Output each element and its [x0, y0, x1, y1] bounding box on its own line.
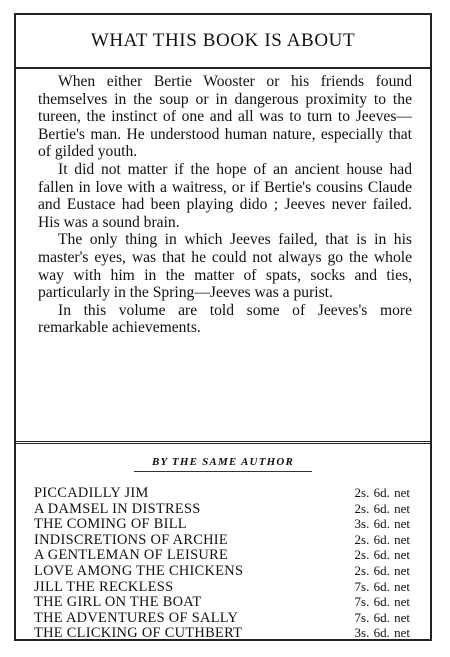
paragraph: The only thing in which Jeeves failed, that is in his master's eyes, was that he could not always go the whole way with him in the matter of spats, socks and ties, particularly in the Spring—Jeeves was a purist. — [38, 231, 412, 302]
book-list — [34, 485, 412, 641]
book-row — [34, 610, 412, 626]
book-row — [34, 485, 412, 501]
description — [38, 73, 412, 337]
book-title: PICCADILLY JIM — [34, 485, 149, 501]
book-row — [34, 625, 412, 641]
page-frame — [14, 13, 432, 641]
paragraph: When either Bertie Wooster or his friends found themselves in the soup or in dangerous proximity to the tureen, the instinct of one and all was to turn to Jeeves—Bertie's man. He understood human nature, especially that of gilded youth. — [38, 73, 412, 161]
book-title: A GENTLEMAN OF LEISURE — [34, 547, 229, 564]
books-section — [34, 456, 412, 641]
book-row — [34, 501, 412, 517]
book-price: 7s. 6d. net — [354, 609, 410, 625]
book-row — [34, 547, 412, 563]
book-price: 2s. 6d. net — [354, 547, 410, 563]
book-title: THE COMING OF BILL — [34, 516, 187, 533]
page-title: WHAT THIS BOOK IS ABOUT — [90, 30, 356, 51]
book-price: 2s. 6d. net — [354, 562, 410, 578]
book-price: 3s. 6d. net — [354, 625, 410, 641]
book-price: 2s. 6d. net — [354, 485, 410, 500]
book-title: LOVE AMONG THE CHICKENS — [34, 562, 244, 579]
book-title: THE ADVENTURES OF SALLY — [34, 609, 239, 626]
book-row — [34, 579, 412, 595]
book-title: INDISCRETIONS OF ARCHIE — [34, 531, 228, 548]
book-title: A DAMSEL IN DISTRESS — [34, 500, 201, 517]
books-heading: BY THE SAME AUTHOR — [151, 456, 295, 468]
book-title: JILL THE RECKLESS — [34, 578, 174, 595]
book-row — [34, 532, 412, 548]
book-price: 7s. 6d. net — [354, 594, 410, 610]
book-title: THE GIRL ON THE BOAT — [34, 594, 202, 611]
section-divider — [16, 441, 430, 444]
book-title: THE CLICKING OF CUTHBERT — [34, 625, 243, 642]
book-price: 3s. 6d. net — [354, 516, 410, 532]
title-band — [16, 15, 430, 69]
heading-rule — [134, 471, 312, 472]
book-price: 2s. 6d. net — [354, 531, 410, 547]
book-price: 7s. 6d. net — [354, 578, 410, 594]
book-row — [34, 516, 412, 532]
book-row — [34, 594, 412, 610]
paragraph: It did not matter if the hope of an ancient house had fallen in love with a waitress, or if Bertie's cousins Claude and Eustace had been playing dido ; Jeeves never failed. His was a sound brain. — [38, 160, 412, 231]
paragraph: In this volume are told some of Jeeves's more remarkable achievements. — [38, 301, 412, 337]
book-price: 2s. 6d. net — [354, 500, 410, 516]
book-row — [34, 563, 412, 579]
